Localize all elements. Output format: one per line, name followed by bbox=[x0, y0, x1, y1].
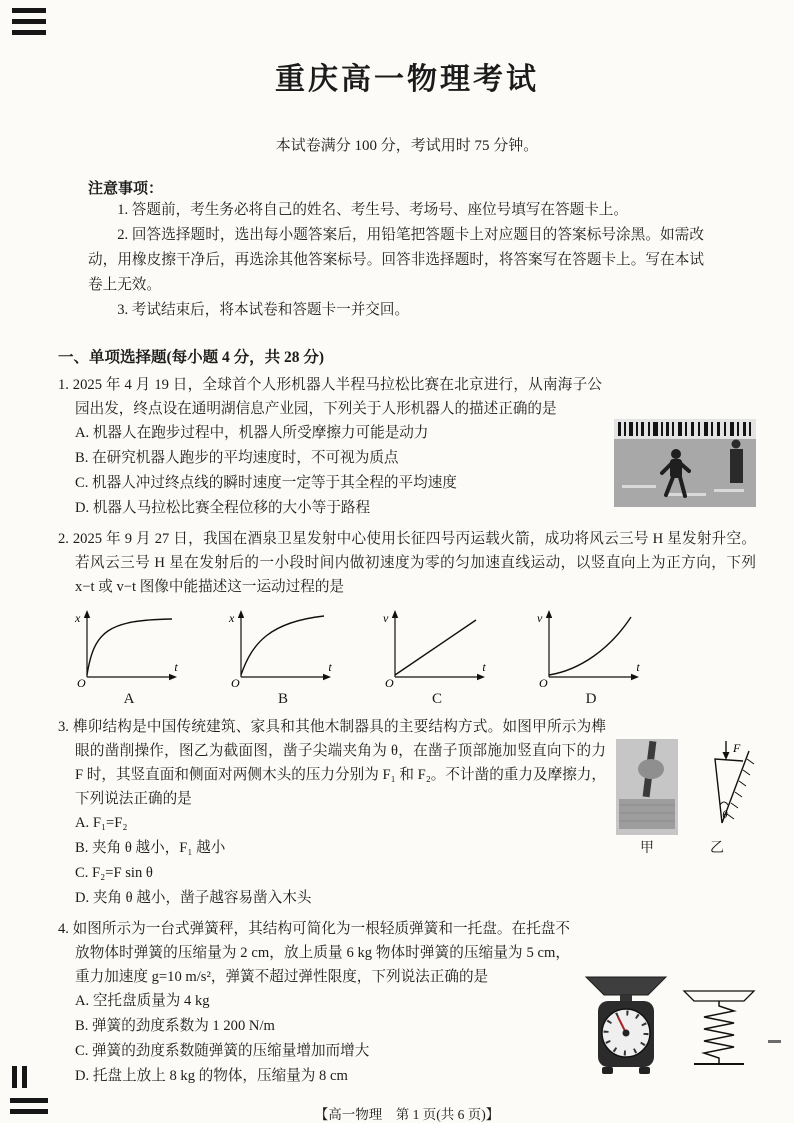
force-label: F bbox=[733, 741, 741, 755]
notice-item: 2. 回答选择题时，选出每小题答案后，用铅笔把答题卡上对应题目的答案标号涂黑。如需改动，用橡皮擦干净后，再选涂其他答案标号。回答非选择题时，将答案写在答题卡上。写在本试卷上无效。 bbox=[88, 227, 704, 293]
question-stem: 3. 榫卯结构是中国传统建筑、家具和其他木制器具的主要结构方式。如图甲所示为榫眼的凿削操作，图乙为截面图，凿子尖端夹角为 θ，在凿子顶部施加竖直向下的力 F 时，其竖直面和侧面对两侧木头的压力分别为 F₁ 和 F₂。不计凿的重力及摩擦力，下列说法正确的是 bbox=[58, 719, 606, 807]
notice-item: 3. 考试结束后，将本试卷和答题卡一并交回。 bbox=[117, 302, 410, 318]
option: B. 弹簧的劲度系数为 1 200 N/m bbox=[75, 1018, 275, 1034]
x-axis-label: t bbox=[482, 660, 486, 674]
edge-mark bbox=[768, 1040, 781, 1043]
y-axis-label: x bbox=[75, 611, 81, 625]
motion-graph-d bbox=[534, 607, 648, 709]
page-title: 重庆高一物理考试 bbox=[275, 63, 539, 96]
origin-label: O bbox=[539, 676, 548, 689]
question-4 bbox=[58, 917, 756, 1089]
registration-mark bbox=[12, 8, 46, 13]
option: D. 托盘上放上 8 kg 的物体，压缩量为 8 cm bbox=[75, 1068, 348, 1084]
registration-mark bbox=[12, 30, 46, 35]
graph-choice-label: B bbox=[277, 691, 288, 707]
y-axis-label: v bbox=[537, 611, 543, 625]
option: D. 夹角 θ 越小，凿子越容易凿入木头 bbox=[75, 890, 312, 906]
chisel-figure bbox=[616, 739, 756, 861]
motion-graph-c bbox=[380, 607, 494, 709]
origin-label: O bbox=[231, 676, 240, 689]
question-stem: 2. 2025 年 9 月 27 日，我国在酒泉卫星发射中心使用长征四号丙运载火箭，成功将风云三号 H 星发射升空。若风云三号 H 星在发射后的一小段时间内做初速度为零的匀加速直线运动，以竖直向上为正方向，下列 x−t 或 v−t 图像中能描述这一运动过程的是 bbox=[58, 531, 756, 595]
scale-and-spring-svg bbox=[578, 969, 756, 1081]
option: B. 在研究机器人跑步的平均速度时，不可视为质点 bbox=[75, 450, 399, 466]
registration-mark bbox=[22, 1066, 27, 1088]
option: C. F₂=F sin θ bbox=[75, 865, 153, 881]
option: B. 夹角 θ 越小，F₁ 越小 bbox=[75, 840, 226, 856]
y-axis-label: v bbox=[383, 611, 389, 625]
robot-marathon-photo-svg bbox=[614, 419, 756, 507]
scale-and-spring-figure bbox=[578, 969, 756, 1081]
graph-choice-label: C bbox=[431, 691, 442, 707]
figure-label: 甲 bbox=[640, 841, 654, 856]
motion-graph-b bbox=[226, 607, 340, 709]
question-3 bbox=[58, 715, 756, 911]
question-stem: 1. 2025 年 4 月 19 日，全球首个人形机器人半程马拉松比赛在北京进行，从南海子公园出发，终点设在通明湖信息产业园，下列关于人形机器人的描述正确的是 bbox=[58, 377, 602, 417]
registration-mark bbox=[12, 1066, 17, 1088]
registration-mark bbox=[12, 19, 46, 24]
registration-mark bbox=[10, 1098, 48, 1103]
origin-label: O bbox=[385, 676, 394, 689]
option: D. 机器人马拉松比赛全程位移的大小等于路程 bbox=[75, 500, 371, 516]
option: A. 空托盘质量为 4 kg bbox=[75, 993, 210, 1009]
graph-choice-label: D bbox=[585, 691, 597, 707]
option: C. 机器人冲过终点线的瞬时速度一定等于其全程的平均速度 bbox=[75, 475, 457, 491]
graph-options-row bbox=[72, 607, 756, 709]
chisel-figure-svg bbox=[616, 739, 756, 835]
page-footer: 【高一物理 第 1 页(共 6 页)】 bbox=[314, 1107, 500, 1122]
x-axis-label: t bbox=[174, 660, 178, 674]
notice-heading: 注意事项： bbox=[88, 181, 164, 197]
exam-duration-note: 本试卷满分 100 分，考试用时 75 分钟。 bbox=[275, 138, 539, 154]
x-axis-label: t bbox=[636, 660, 640, 674]
graph-choice-label: A bbox=[123, 691, 135, 707]
chisel-photo bbox=[616, 739, 678, 835]
chisel-diagram bbox=[715, 741, 754, 823]
question-2 bbox=[58, 527, 756, 709]
notice-item: 1. 答题前，考生务必将自己的姓名、考生号、考场号、座位号填写在答题卡上。 bbox=[117, 202, 628, 218]
registration-mark bbox=[10, 1109, 48, 1114]
question-1 bbox=[58, 373, 756, 521]
spring-scale-photo bbox=[586, 977, 666, 1074]
figure-label: 乙 bbox=[710, 841, 724, 856]
spring-diagram bbox=[684, 991, 754, 1064]
y-axis-label: x bbox=[229, 611, 235, 625]
motion-graph-a bbox=[72, 607, 186, 709]
robot-marathon-photo bbox=[614, 419, 756, 507]
page-content bbox=[58, 54, 756, 1123]
option: A. 机器人在跑步过程中，机器人所受摩擦力可能是动力 bbox=[75, 425, 429, 441]
option: A. F₁=F₂ bbox=[75, 815, 128, 831]
question-stem: 4. 如图所示为一台式弹簧秤，其结构可简化为一根轻质弹簧和一托盘。在托盘不放物体时弹簧的压缩量为 2 cm，放上质量 6 kg 物体时弹簧的压缩量为 5 cm，重力加速度 g=10 m/s²，弹簧不超过弹性限度，下列说法正确的是 bbox=[58, 921, 570, 985]
figure-labels bbox=[616, 837, 756, 861]
origin-label: O bbox=[77, 676, 86, 689]
section-heading: 一、单项选择题(每小题 4 分，共 28 分) bbox=[58, 349, 325, 366]
option: C. 弹簧的劲度系数随弹簧的压缩量增加而增大 bbox=[75, 1043, 370, 1059]
angle-label: θ bbox=[722, 809, 728, 821]
x-axis-label: t bbox=[328, 660, 332, 674]
